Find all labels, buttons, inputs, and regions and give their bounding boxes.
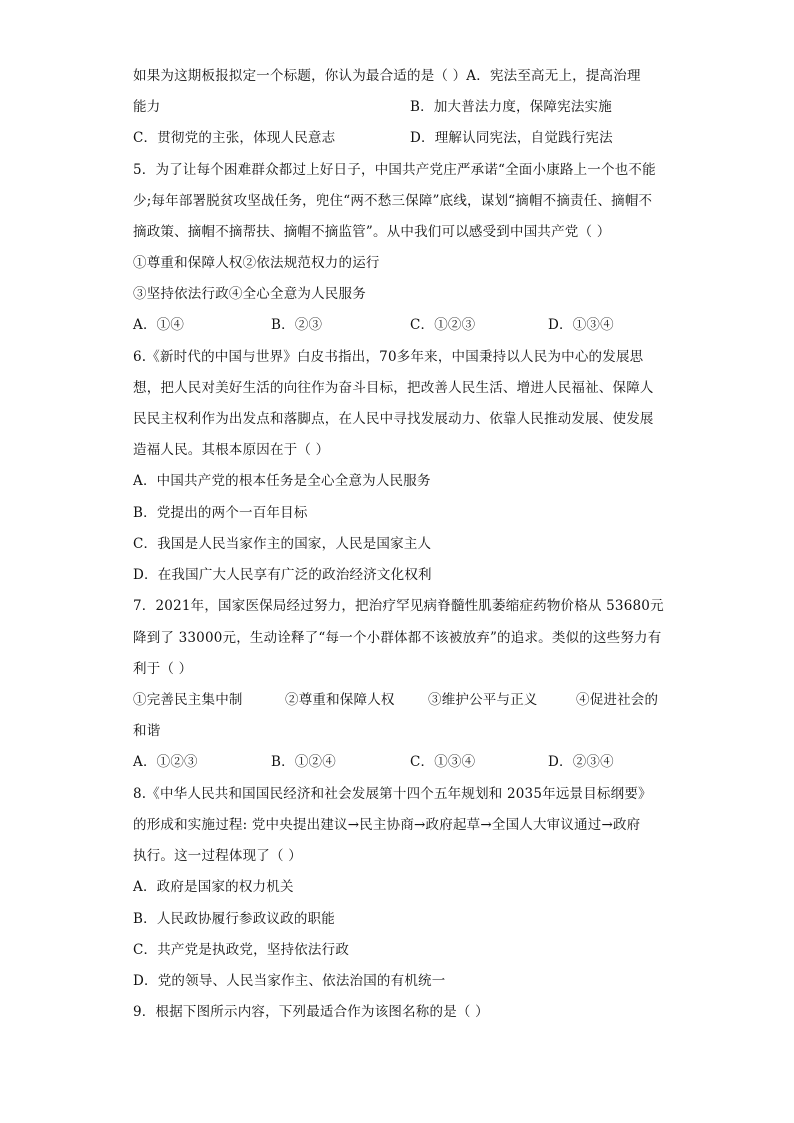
q8-line-2: 的形成和实施过程: 党中央提出建议→民主协商→政府起草→全国人大审议通过→政府 bbox=[133, 817, 641, 833]
q7-line-2: 降到了 33000元，生动诠释了“每一个小群体都不该被放弃”的追求。类似的这些努力有 bbox=[133, 630, 662, 646]
q7-line-1: 7．2021年，国家医保局经过努力，把治疗罕见病脊髓性肌萎缩症药物价格从 53680元 bbox=[133, 598, 664, 614]
q8-line-3: 执行。这一过程体现了（ ） bbox=[133, 848, 302, 864]
q8-option-a: A．政府是国家的权力机关 bbox=[133, 879, 294, 895]
q4-line-2 bbox=[133, 97, 612, 117]
q6-line-1: 6.《新时代的中国与世界》白皮书指出，70多年来，中国秉持以人民为中心的发展思 bbox=[133, 349, 644, 365]
q5-line-5: ③坚持依法行政④全心全意为人民服务 bbox=[133, 286, 366, 302]
q7-option-c: C．①③④ bbox=[410, 754, 476, 770]
q6-option-d: D．在我国广大人民享有广泛的政治经济文化权利 bbox=[133, 567, 432, 583]
q5-line-2: 少;每年部署脱贫攻坚战任务，兜住“两不愁三保障”底线，谋划“摘帽不摘责任、摘帽不 bbox=[133, 193, 653, 209]
q5-option-a: A．①④ bbox=[133, 317, 185, 333]
q5-line-4: ①尊重和保障人权②依法规范权力的运行 bbox=[133, 255, 380, 271]
q8-option-c: C．共产党是执政党，坚持依法行政 bbox=[133, 942, 350, 958]
q9-line-1: 9．根据下图所示内容，下列最适合作为该图名称的是（ ） bbox=[133, 1004, 489, 1020]
q7-statement-4: ④促进社会的 bbox=[576, 692, 659, 708]
q5-line-3: 摘政策、摘帽不摘帮扶、摘帽不摘监管”。从中我们可以感受到中国共产党（ ） bbox=[133, 224, 611, 240]
q8-option-d: D．党的领导、人民当家作主、依法治国的有机统一 bbox=[133, 973, 446, 989]
q4-line-1: 如果为这期板报拟定一个标题，你认为最合适的是（ ）A．宪法至高无上，提高治理 bbox=[133, 68, 641, 84]
q7-line-5: 和谐 bbox=[133, 723, 161, 739]
q6-line-3: 民民主权利作为出发点和落脚点，在人民中寻找发展动力、依靠人民推动发展、使发展 bbox=[133, 411, 654, 427]
q7-statement-1: ①完善民主集中制 bbox=[133, 692, 243, 708]
q8-line-1: 8.《中华人民共和国国民经济和社会发展第十四个五年规划和 2035年远景目标纲要》 bbox=[133, 786, 652, 802]
q7-option-d: D．②③④ bbox=[548, 754, 614, 770]
q4-option-b: B．加大普法力度，保障宪法实施 bbox=[410, 99, 612, 115]
q8-option-b: B．人民政协履行参政议政的职能 bbox=[133, 911, 335, 927]
q7-statement-3: ③维护公平与正义 bbox=[428, 692, 538, 708]
q5-option-d: D．①③④ bbox=[548, 317, 614, 333]
q4-options-cd bbox=[133, 128, 613, 148]
q6-option-b: B．党提出的两个一百年目标 bbox=[133, 505, 308, 521]
q7-statement-2: ②尊重和保障人权 bbox=[285, 692, 395, 708]
q6-line-2: 想，把人民对美好生活的向往作为奋斗目标，把改善人民生活、增进人民福祉、保障人 bbox=[133, 380, 654, 396]
q5-option-b: B．②③ bbox=[271, 317, 323, 333]
q5-option-c: C．①②③ bbox=[410, 317, 476, 333]
q6-option-c: C．我国是人民当家作主的国家，人民是国家主人 bbox=[133, 536, 432, 552]
q4-line-2-text: 能力 bbox=[133, 99, 161, 115]
q7-option-a: A．①②③ bbox=[133, 754, 198, 770]
q5-line-1: 5．为了让每个困难群众都过上好日子，中国共产党庄严承诺“全面小康路上一个也不能 bbox=[133, 162, 656, 178]
q4-option-d: D．理解认同宪法，自觉践行宪法 bbox=[410, 130, 613, 146]
q7-line-3: 利于（ ） bbox=[133, 661, 193, 677]
q6-option-a: A．中国共产党的根本任务是全心全意为人民服务 bbox=[133, 473, 431, 489]
q4-option-c: C．贯彻党的主张，体现人民意志 bbox=[133, 130, 336, 146]
q7-option-b: B．①②④ bbox=[271, 754, 336, 770]
q6-line-4: 造福人民。其根本原因在于（ ） bbox=[133, 442, 330, 458]
